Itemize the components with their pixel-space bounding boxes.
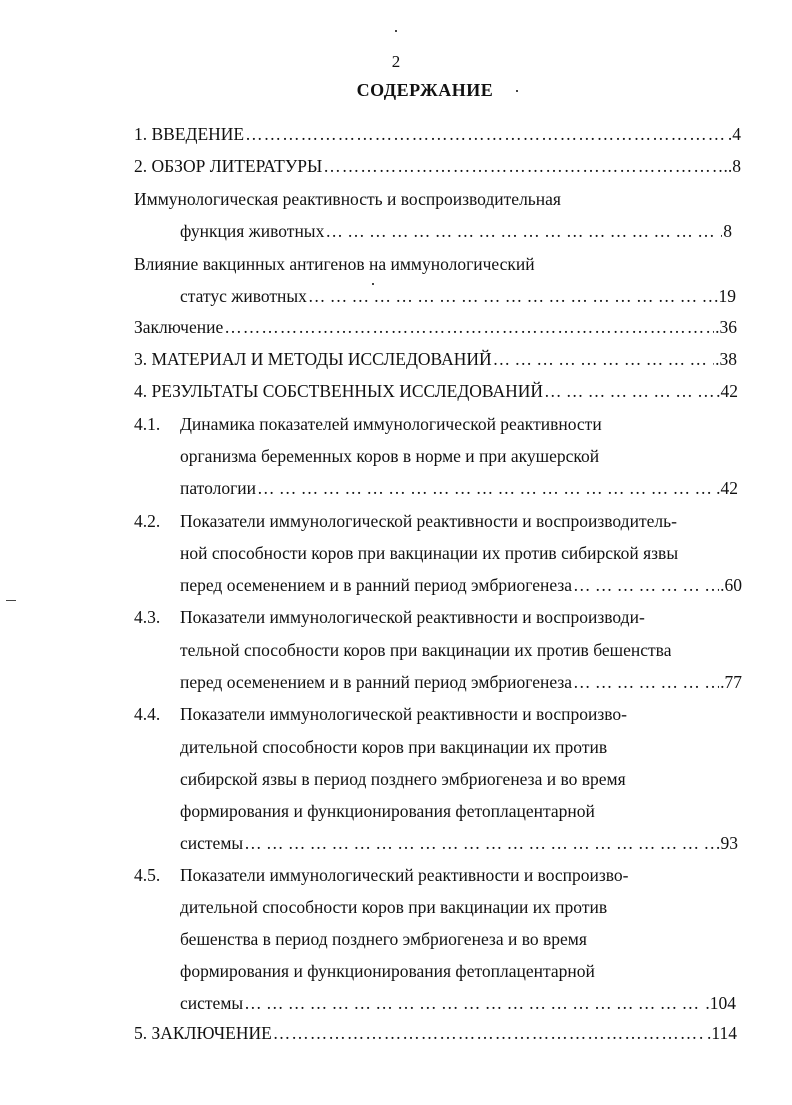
toc-entry-introduction[interactable] <box>134 123 741 145</box>
toc-entry-4-1-line1: Динамика показателей иммунологической реактивности <box>180 414 602 434</box>
toc-page-number: .4 <box>727 124 741 144</box>
toc-entry-4-3-line1: Показатели иммунологической реактивности и воспроизводи- <box>180 607 645 627</box>
toc-page-number: 8 <box>723 221 732 241</box>
toc-entry-label: системы <box>180 833 244 853</box>
toc-entry-review-conclusion[interactable] <box>134 316 737 338</box>
toc-entry-4-2-line1: Показатели иммунологической реактивности и воспроизводитель- <box>180 511 677 531</box>
dot-leader <box>244 992 704 1014</box>
dot-leader <box>493 348 714 370</box>
toc-title: СОДЕРЖАНИЕ <box>356 80 494 100</box>
toc-entry-materials-methods[interactable] <box>134 348 737 370</box>
dot-leader <box>224 316 714 338</box>
toc-entry-immunological-reactivity-line1: Иммунологическая реактивность и воспроизводительная <box>134 189 561 209</box>
toc-entry-4-4-line4: формирования и функционирования фетоплацентарной <box>180 801 595 821</box>
toc-entry-label: перед осеменением и в ранний период эмбриогенеза <box>180 672 572 692</box>
toc-entry-label: 4. РЕЗУЛЬТАТЫ СОБСТВЕННЫХ ИССЛЕДОВАНИЙ <box>134 381 544 401</box>
toc-entry-4-4[interactable] <box>180 832 738 854</box>
toc-entry-4-4-line2: дительной способности коров при вакцинации их против <box>180 737 608 757</box>
dot-leader <box>257 477 715 499</box>
page-number: 2 <box>391 52 401 71</box>
section-number: 4.1. <box>134 414 161 434</box>
toc-entry-4-1[interactable] <box>180 477 738 499</box>
section-number: 4.2. <box>134 511 161 531</box>
toc-entry-label: системы <box>180 993 244 1013</box>
toc-entry-label: перед осеменением и в ранний период эмбриогенеза <box>180 575 572 595</box>
dot-leader <box>573 574 719 596</box>
toc-entry-label: 3. МАТЕРИАЛ И МЕТОДЫ ИССЛЕДОВАНИЙ <box>134 349 492 369</box>
toc-entry-4-3[interactable] <box>180 671 742 693</box>
toc-entry-4-5-line3: бешенства в период позднего эмбриогенеза и во время <box>180 929 587 949</box>
toc-entry-4-5-line1: Показатели иммунологический реактивности и воспроизво- <box>180 865 629 885</box>
toc-page-number: .77 <box>720 672 742 692</box>
scan-speck <box>372 283 374 285</box>
toc-page-number: 93 <box>720 833 738 853</box>
dot-leader <box>308 285 718 307</box>
toc-entry-vaccine-antigens[interactable] <box>180 285 736 307</box>
scan-speck <box>516 90 518 92</box>
toc-entry-vaccine-antigens-line1: Влияние вакцинных антигенов на иммунологический <box>134 254 535 274</box>
toc-entry-results[interactable] <box>134 380 738 402</box>
dot-leader <box>323 155 722 177</box>
toc-entry-4-5[interactable] <box>180 992 736 1014</box>
dot-leader <box>245 123 727 145</box>
toc-entry-4-3-line2: тельной способности коров при вакцинации их против бешенства <box>180 640 672 660</box>
toc-entry-4-4-line3: сибирской язвы в период позднего эмбриогенеза и во время <box>180 769 626 789</box>
toc-entry-4-4-line1: Показатели иммунологической реактивности и воспроизво- <box>180 704 628 724</box>
toc-page-number: ..8 <box>723 156 741 176</box>
toc-entry-4-2-line2: ной способности коров при вакцинации их против сибирской язвы <box>180 543 679 563</box>
toc-entry-final-conclusion[interactable] <box>134 1022 737 1044</box>
toc-entry-label: статус животных <box>180 286 307 306</box>
toc-page-number: .42 <box>716 381 738 401</box>
toc-page-number: .104 <box>705 993 736 1013</box>
dot-leader <box>244 832 719 854</box>
dot-leader <box>325 220 722 242</box>
section-number: 4.3. <box>134 607 161 627</box>
toc-entry-literature-review[interactable] <box>134 155 741 177</box>
scan-speck <box>395 30 397 32</box>
toc-entry-label: функция животных <box>180 221 325 241</box>
toc-entry-label: 5. ЗАКЛЮЧЕНИЕ <box>134 1023 272 1043</box>
toc-page-number: .38 <box>715 349 737 369</box>
scan-mark <box>6 600 16 601</box>
section-number: 4.5. <box>134 865 161 885</box>
toc-entry-label: патологии <box>180 478 257 498</box>
dot-leader <box>544 380 715 402</box>
toc-entry-immunological-reactivity[interactable] <box>180 220 732 242</box>
dot-leader <box>273 1022 706 1044</box>
section-number: 4.4. <box>134 704 161 724</box>
toc-entry-4-1-line2: организма беременных коров в норме и при акушерской <box>180 446 600 466</box>
toc-page-number: .42 <box>716 478 738 498</box>
toc-entry-4-5-line4: формирования и функционирования фетоплацентарной <box>180 961 595 981</box>
toc-page-number: .114 <box>707 1023 737 1043</box>
toc-entry-label: 1. ВВЕДЕНИЕ <box>134 124 245 144</box>
toc-entry-4-2[interactable] <box>180 574 742 596</box>
toc-entry-label: Заключение <box>134 317 224 337</box>
toc-entry-label: 2. ОБЗОР ЛИТЕРАТУРЫ <box>134 156 323 176</box>
dot-leader <box>573 671 719 693</box>
toc-entry-4-5-line2: дительной способности коров при вакцинации их против <box>180 897 608 917</box>
toc-page-number: 19 <box>718 286 736 306</box>
toc-page-number: .60 <box>720 575 742 595</box>
toc-page-number: .36 <box>715 317 737 337</box>
